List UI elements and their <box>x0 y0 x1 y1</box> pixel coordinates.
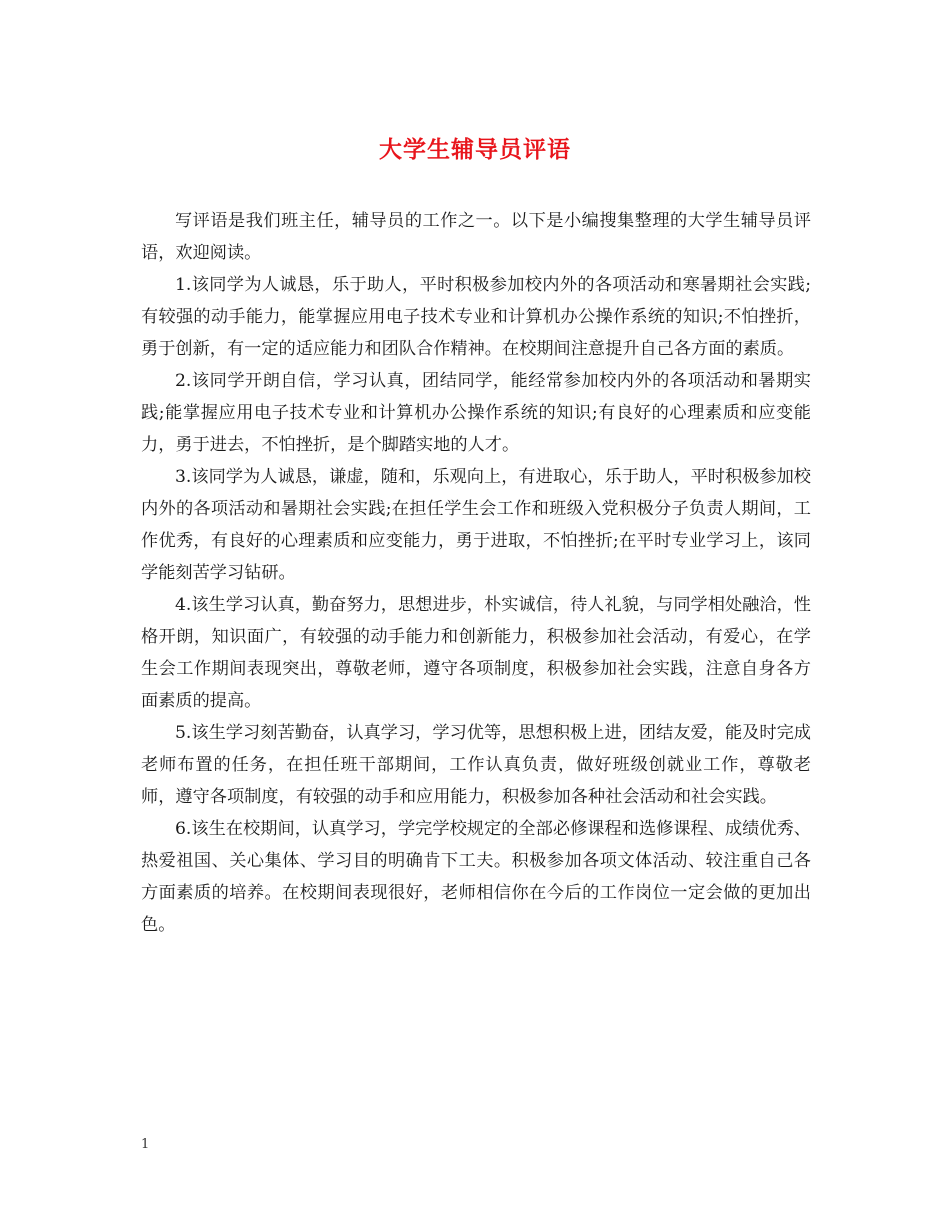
comment-paragraph-6: 6.该生在校期间，认真学习，学完学校规定的全部必修课程和选修课程、成绩优秀、热爱祖国、关心集体、学习目的明确肯下工夫。积极参加各项文体活动、较注重自己各方面素质的培养。在校期间表现很好，老师相信你在今后的工作岗位一定会做的更加出色。 <box>141 819 811 935</box>
comment-paragraph-4: 4.该生学习认真，勤奋努力，思想进步，朴实诚信，待人礼貌，与同学相处融洽，性格开朗，知识面广，有较强的动手能力和创新能力，积极参加社会活动，有爱心，在学生会工作期间表现突出，尊敬老师，遵守各项制度，积极参加社会实践，注意自身各方面素质的提高。 <box>141 595 811 711</box>
page-number: 1 <box>141 1137 150 1152</box>
comment-paragraph-1: 1.该同学为人诚恳，乐于助人，平时积极参加校内外的各项活动和寒暑期社会实践;有较强的动手能力，能掌握应用电子技术专业和计算机办公操作系统的知识;不怕挫折，勇于创新，有一定的适应能力和团队合作精神。在校期间注意提升自己各方面的素质。 <box>141 275 811 359</box>
comment-paragraph-2: 2.该同学开朗自信，学习认真，团结同学，能经常参加校内外的各项活动和暑期实践;能掌握应用电子技术专业和计算机办公操作系统的知识;有良好的心理素质和应变能力，勇于进去，不怕挫折，是个脚踏实地的人才。 <box>141 371 811 455</box>
document-title: 大学生辅导员评语 <box>379 136 571 163</box>
intro-paragraph: 写评语是我们班主任，辅导员的工作之一。以下是小编搜集整理的大学生辅导员评语，欢迎阅读。 <box>141 211 811 263</box>
document-body <box>141 205 811 941</box>
comment-paragraph-3: 3.该同学为人诚恳，谦虚，随和，乐观向上，有进取心，乐于助人，平时积极参加校内外的各项活动和暑期社会实践;在担任学生会工作和班级入党积极分子负责人期间，工作优秀，有良好的心理素质和应变能力，勇于进取，不怕挫折;在平时专业学习上，该同学能刻苦学习钻研。 <box>141 467 811 583</box>
comment-paragraph-5: 5.该生学习刻苦勤奋，认真学习，学习优等，思想积极上进，团结友爱，能及时完成老师布置的任务，在担任班干部期间，工作认真负责，做好班级创就业工作，尊敬老师，遵守各项制度，有较强的动手和应用能力，积极参加各种社会活动和社会实践。 <box>141 723 811 807</box>
